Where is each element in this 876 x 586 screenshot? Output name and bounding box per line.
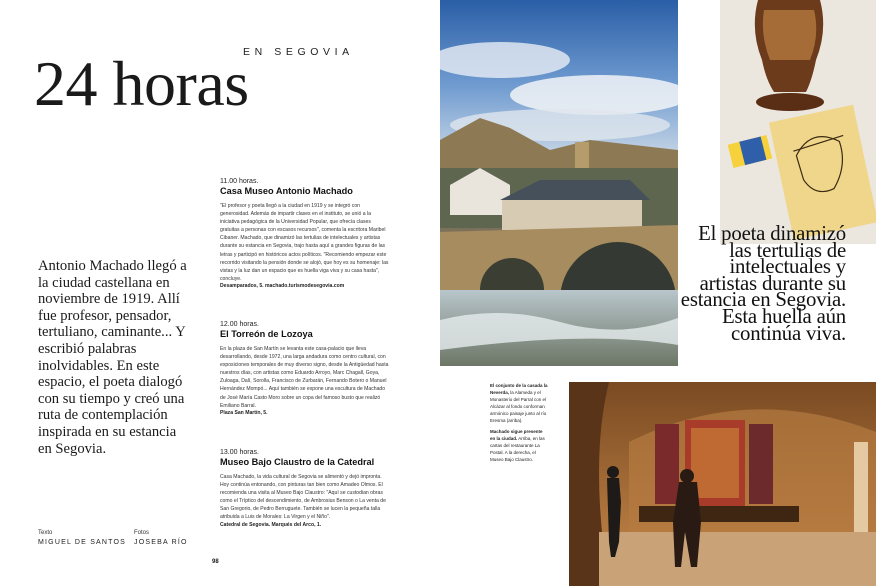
photo-credit-name: JOSEBA RÍO (134, 539, 188, 546)
text-credit (38, 530, 126, 546)
caption-text-1: la Alameda y el Monasterio del Parral con el Alcázar al fondo conforman armónico paisaje junto al río Eresma (arriba). (490, 390, 547, 423)
itinerary-entry (220, 449, 390, 528)
itinerary-entry (220, 178, 390, 289)
entry-time: 12.00 horas. (220, 321, 259, 328)
entry-body: Casa Machado, la vida cultural de Segovia se alimentó y dejó impronta. Hoy continúa entonando, con pinturas tan bien como Amadeo Olmos. El recomienda una visita al Museo Bajo Claustro: "Aquí se custodian obras como el Tríptico del descendimiento, de Ambrosius Benson o La venta de San Gregorio, de Pedro Berruguete. También se lucen la pequeña talla atribuida a Luis de Morales: La Virgen y el Niño". (220, 474, 386, 521)
section-kicker: EN SEGOVIA (243, 46, 354, 58)
itinerary-entry (220, 321, 390, 416)
entry-address: Catedral de Segovia. Marqués del Arco, 1. (220, 521, 322, 528)
caption-lead-2: Machado sigue presente en la ciudad. (490, 429, 543, 441)
text-credit-name: MIGUEL DE SANTOS (38, 539, 127, 546)
caption-text-2: Arriba, en las cartas del restaurante La Postal. A la derecha, el Museo Bajo Claustro. (490, 436, 545, 462)
entry-address: Plaza San Martín, 5. (220, 409, 268, 416)
cloister-photo-art (569, 382, 876, 586)
photo-credit (134, 530, 188, 546)
photo-caption (490, 382, 548, 463)
vase-and-card-photo (720, 0, 876, 244)
photo-credit-label: Fotos (134, 530, 150, 536)
entry-time: 13.00 horas. (220, 449, 259, 456)
cloister-photo (569, 382, 876, 586)
entry-body: En la plaza de San Martín se levanta este casa-palacio que lleva desarrollando, desde 1972, una larga andadura como centro cultural, con exposiciones temporales de muy diverso signo, desde la Antigüedad hasta nuestros días, con artistas como Eduardo Arroyo, Marc Chagall, Goya, Zuloaga, Dalí, Sorolla, Francisco de Zurbarán, Fernando Botero o Manuel Hernández Mompó... Aquí también se expone una escultura de Machado de José María Casto Moro sobre un copa del famoso busto que realizó Emiliano Barral. (220, 346, 389, 409)
bridge-photo (440, 0, 678, 366)
page-title: 24 horas (34, 48, 249, 119)
text-credit-label: Texto (38, 530, 53, 536)
entry-name: Museo Bajo Claustro de la Catedral (220, 457, 375, 467)
bridge-photo-art (440, 0, 678, 366)
intro-paragraph: Antonio Machado llegó a la ciudad castellana en noviembre de 1919. Allí fue profesor, pensador, tertuliano, caminante... Y escribió palabras inolvidables. En este espacio, el poeta dialogó con su tiempo y creó una ruta de contemplación inspirada en su estancia en Segovia. (38, 258, 187, 457)
entry-name: Casa Museo Antonio Machado (220, 186, 353, 196)
entry-name: El Torreón de Lozoya (220, 329, 313, 339)
pull-quote: El poeta dinamizó las tertulias de intelectuales y artistas durante su estancia en Segovia. Esta huella aún continúa viva. (680, 222, 846, 345)
page-number: 98 (212, 559, 219, 565)
entry-body: "El profesor y poeta llegó a la ciudad en 1919 y se integró con generosidad. Además de impartir clases en el instituto, se unió a la iniciativa pedagógica de la Universidad Popular, que ofrecía clases gratuitas a personas con escasos recursos", comenta la escritora Maribel Cibaner. Machado, que dinamizó las tertulias de intelectuales y artistas durante su estancia en Segovia, trajo hasta aquí a grandes figuras de las letras y participó en históricos actos políticos. "Recomiendo empezar este recorrido visitando la pensión donde se alojó, que hoy es su homenaje: las vistas y la luz dan un espacio que es huella viga viva y su casa hasta", concluye. (220, 203, 389, 282)
entry-address: Desamparados, 5. machado.turismodesegovia.com (220, 282, 345, 289)
entry-time: 11.00 horas. (220, 178, 259, 185)
vase-and-card-art (720, 0, 876, 244)
caption-lead-1: El conjunto de la casada la Neverda, (490, 383, 548, 395)
